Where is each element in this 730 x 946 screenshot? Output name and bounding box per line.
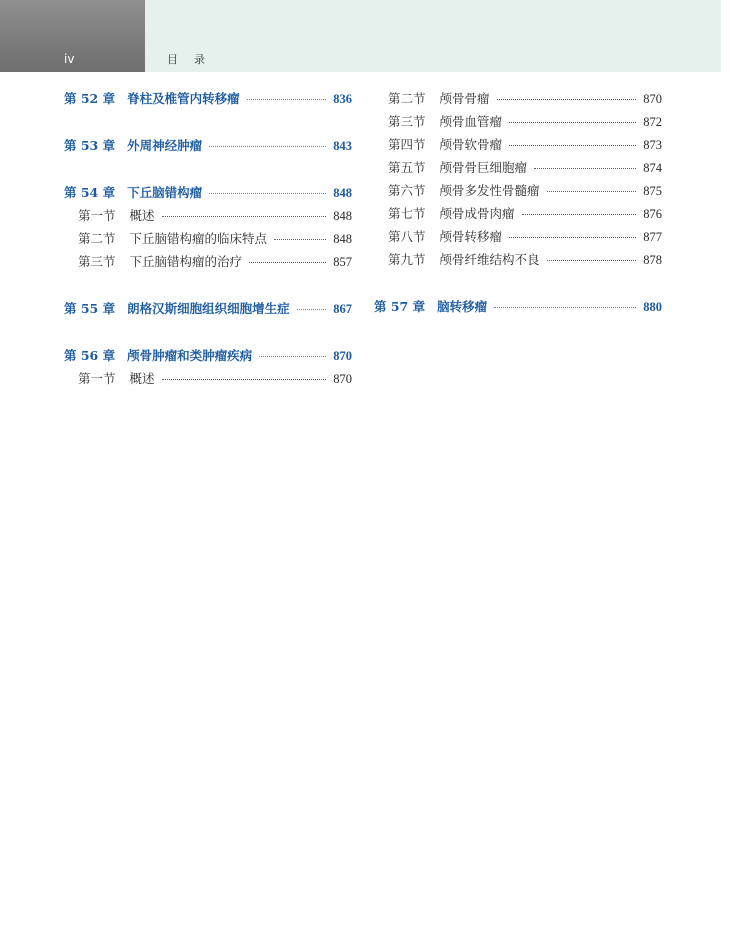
toc-entry-page: 870 xyxy=(333,349,352,363)
toc-entry-number: 第 57 章 xyxy=(374,299,426,314)
toc-entry-page: 874 xyxy=(643,161,662,175)
toc-entry-number: 第三节 xyxy=(388,114,426,129)
toc-section-entry[interactable] xyxy=(374,110,662,133)
toc-leader-dots xyxy=(249,262,326,263)
toc-entry-number: 第六节 xyxy=(388,183,426,198)
toc-entry-title: 外周神经肿瘤 xyxy=(127,138,203,153)
toc-entry-number: 第 52 章 xyxy=(64,91,116,106)
toc-entry-number: 第七节 xyxy=(388,206,426,221)
toc-spacer xyxy=(64,157,352,181)
toc-entry-page: 877 xyxy=(643,230,662,244)
toc-chapter-entry[interactable] xyxy=(64,181,352,204)
toc-entry-title: 下丘脑错构瘤的治疗 xyxy=(129,254,243,269)
toc-leader-dots xyxy=(522,214,637,215)
toc-spacer xyxy=(64,273,352,297)
toc-chapter-entry[interactable] xyxy=(64,344,352,367)
toc-entry-page: 848 xyxy=(333,232,352,246)
toc-leader-dots xyxy=(209,146,326,147)
toc-section-entry[interactable] xyxy=(64,250,352,273)
toc-chapter-entry[interactable] xyxy=(64,297,352,320)
header-band xyxy=(145,0,721,72)
toc-entry-title: 颅骨血管瘤 xyxy=(439,114,503,129)
toc-entry-page: 873 xyxy=(643,138,662,152)
toc-leader-dots xyxy=(547,191,637,192)
toc-section-entry[interactable] xyxy=(374,156,662,179)
toc-leader-dots xyxy=(547,260,637,261)
toc-entry-number: 第一节 xyxy=(78,371,116,386)
toc-right-column xyxy=(374,87,662,318)
toc-left-column xyxy=(64,87,352,390)
toc-entry-page: 848 xyxy=(333,209,352,223)
toc-section-entry[interactable] xyxy=(64,227,352,250)
toc-entry-number: 第四节 xyxy=(388,137,426,152)
toc-section-entry[interactable] xyxy=(374,202,662,225)
toc-entry-page: 872 xyxy=(643,115,662,129)
toc-section-entry[interactable] xyxy=(374,87,662,110)
toc-leader-dots xyxy=(494,307,636,308)
toc-leader-dots xyxy=(274,239,326,240)
toc-entry-title: 朗格汉斯细胞组织细胞增生症 xyxy=(127,301,290,316)
toc-entry-title: 颅骨骨巨细胞瘤 xyxy=(439,160,528,175)
toc-section-entry[interactable] xyxy=(64,204,352,227)
toc-spacer xyxy=(64,110,352,134)
toc-leader-dots xyxy=(259,356,326,357)
toc-entry-number: 第五节 xyxy=(388,160,426,175)
toc-entry-page: 878 xyxy=(643,253,662,267)
toc-chapter-entry[interactable] xyxy=(374,295,662,318)
toc-section-entry[interactable] xyxy=(374,179,662,202)
toc-entry-page: 870 xyxy=(333,372,352,386)
toc-entry-number: 第 56 章 xyxy=(64,348,116,363)
toc-entry-number: 第八节 xyxy=(388,229,426,244)
toc-entry-page: 848 xyxy=(333,186,352,200)
toc-chapter-entry[interactable] xyxy=(64,87,352,110)
toc-entry-number: 第 53 章 xyxy=(64,138,116,153)
toc-leader-dots xyxy=(497,99,637,100)
toc-leader-dots xyxy=(509,237,636,238)
toc-entry-number: 第一节 xyxy=(78,208,116,223)
toc-section-entry[interactable] xyxy=(64,367,352,390)
toc-entry-title: 概述 xyxy=(129,371,155,386)
toc-entry-page: 836 xyxy=(333,92,352,106)
toc-leader-dots xyxy=(209,193,326,194)
toc-entry-page: 875 xyxy=(643,184,662,198)
toc-entry-number: 第九节 xyxy=(388,252,426,267)
toc-section-entry[interactable] xyxy=(374,133,662,156)
toc-section-entry[interactable] xyxy=(374,248,662,271)
toc-entry-page: 843 xyxy=(333,139,352,153)
toc-entry-title: 下丘脑错构瘤 xyxy=(127,185,203,200)
toc-leader-dots xyxy=(297,309,327,310)
toc-entry-number: 第 54 章 xyxy=(64,185,116,200)
toc-entry-page: 876 xyxy=(643,207,662,221)
toc-entry-page: 857 xyxy=(333,255,352,269)
toc-entry-title: 颅骨成骨肉瘤 xyxy=(439,206,515,221)
toc-entry-title: 脑转移瘤 xyxy=(437,299,488,314)
toc-leader-dots xyxy=(162,216,327,217)
toc-entry-number: 第二节 xyxy=(78,231,116,246)
toc-entry-title: 颅骨纤维结构不良 xyxy=(439,252,540,267)
toc-entry-number: 第三节 xyxy=(78,254,116,269)
toc-leader-dots xyxy=(509,122,636,123)
toc-leader-dots xyxy=(534,168,636,169)
toc-entry-title: 脊柱及椎管内转移瘤 xyxy=(127,91,240,106)
toc-leader-dots xyxy=(509,145,636,146)
toc-entry-page: 880 xyxy=(643,300,662,314)
toc-entry-title: 颅骨肿瘤和类肿瘤疾病 xyxy=(127,348,253,363)
toc-spacer xyxy=(374,271,662,295)
toc-entry-page: 867 xyxy=(333,302,352,316)
toc-entry-page: 870 xyxy=(643,92,662,106)
toc-entry-title: 下丘脑错构瘤的临床特点 xyxy=(129,231,268,246)
toc-entry-title: 颅骨骨瘤 xyxy=(439,91,490,106)
toc-entry-title: 颅骨多发性骨髓瘤 xyxy=(439,183,540,198)
toc-chapter-entry[interactable] xyxy=(64,134,352,157)
running-title: 目录 xyxy=(167,53,221,66)
toc-section-entry[interactable] xyxy=(374,225,662,248)
toc-leader-dots xyxy=(162,379,327,380)
page-number: iv xyxy=(64,52,75,66)
toc-spacer xyxy=(64,320,352,344)
toc-entry-number: 第二节 xyxy=(388,91,426,106)
toc-entry-title: 颅骨转移瘤 xyxy=(439,229,503,244)
toc-entry-number: 第 55 章 xyxy=(64,301,116,316)
toc-entry-title: 概述 xyxy=(129,208,155,223)
toc-leader-dots xyxy=(247,99,327,100)
toc-entry-title: 颅骨软骨瘤 xyxy=(439,137,503,152)
